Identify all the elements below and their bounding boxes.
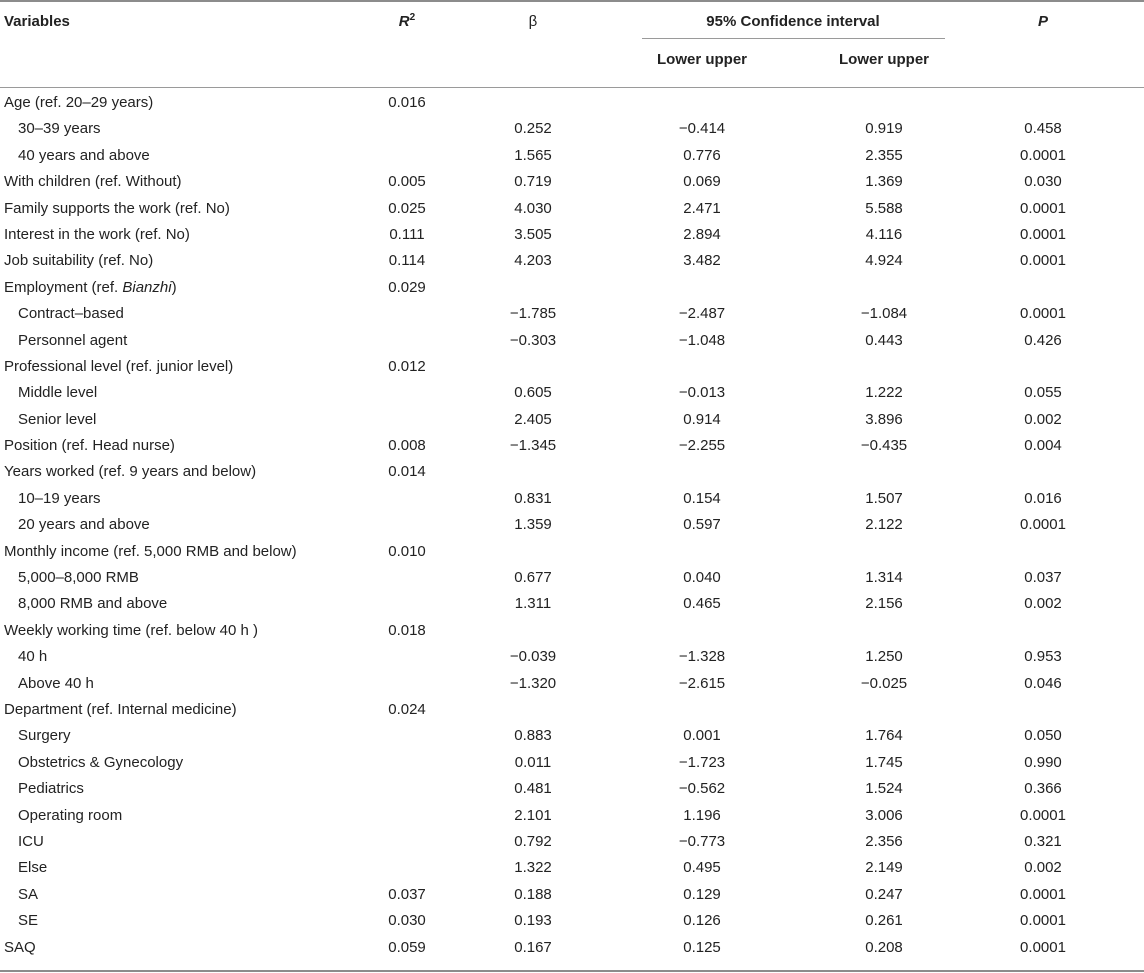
cell-beta: 4.030 [514, 199, 552, 217]
variable-label: Pediatrics [18, 780, 84, 798]
cell-p-value: 0.0001 [1020, 516, 1066, 534]
table-row [0, 697, 1144, 723]
cell-variable [4, 358, 233, 376]
table-row [0, 671, 1144, 697]
table-row [0, 328, 1144, 354]
cell-beta: −1.345 [509, 437, 557, 455]
cell-p-value: 0.055 [1024, 384, 1062, 402]
cell-p-value: 0.0001 [1020, 146, 1066, 164]
cell-ci-lower: 0.776 [683, 146, 721, 164]
variable-label: Position (ref. Head nurse) [4, 437, 175, 455]
variable-label: Professional level (ref. junior level) [4, 357, 234, 375]
cell-variable [18, 807, 122, 825]
cell-ci-lower: −2.255 [678, 437, 726, 455]
cell-ci-lower: 0.126 [683, 912, 721, 930]
header-beta: β [528, 13, 538, 30]
variable-label: SE [18, 912, 39, 930]
cell-ci-lower: 0.069 [683, 173, 721, 191]
table-row [0, 723, 1144, 749]
table-row [0, 882, 1144, 908]
cell-ci-upper: 2.122 [865, 516, 903, 534]
bottom-rule [0, 970, 1144, 972]
confidence-interval-rule [642, 38, 945, 39]
variable-label: SA [18, 885, 39, 903]
header-variables: Variables [4, 13, 70, 30]
variable-label: 30–39 years [18, 120, 101, 138]
header-r-base: R [398, 13, 410, 30]
table-row [0, 565, 1144, 591]
cell-r-squared: 0.012 [388, 357, 426, 375]
variable-label: Family supports the work (ref. No) [4, 199, 230, 217]
cell-beta: 0.011 [514, 753, 552, 771]
header-r-superscript: 2 [409, 12, 416, 23]
cell-beta: 0.252 [514, 120, 552, 138]
cell-ci-lower: 3.482 [683, 252, 721, 270]
header-p-value [1038, 13, 1048, 31]
variable-label: Monthly income (ref. 5,000 RMB and below) [4, 542, 297, 560]
table-row [0, 512, 1144, 538]
cell-variable [4, 543, 297, 561]
cell-p-value: 0.0001 [1020, 885, 1066, 903]
cell-variable [4, 437, 175, 455]
cell-beta: 3.505 [514, 225, 552, 243]
table-row [0, 935, 1144, 961]
cell-beta: 0.167 [514, 938, 552, 956]
cell-p-value: 0.002 [1024, 410, 1062, 428]
header-confidence-interval: 95% Confidence interval [706, 13, 880, 30]
variable-label: Employment (ref. [4, 278, 123, 296]
cell-p-value: 0.426 [1024, 331, 1062, 349]
cell-ci-upper: 2.156 [865, 595, 903, 613]
cell-ci-upper: 1.314 [865, 569, 903, 587]
table-row [0, 407, 1144, 433]
cell-variable [18, 120, 101, 138]
table-row [0, 591, 1144, 617]
cell-variable [4, 252, 153, 270]
cell-ci-lower: 0.001 [683, 727, 721, 745]
cell-variable [18, 648, 47, 666]
cell-variable [4, 94, 153, 112]
table-row [0, 143, 1144, 169]
cell-ci-lower: −2.487 [678, 305, 726, 323]
cell-p-value: 0.0001 [1020, 912, 1066, 930]
cell-ci-lower: −1.328 [678, 648, 726, 666]
variable-label: Senior level [18, 410, 97, 428]
variable-label: 20 years and above [18, 516, 150, 534]
variable-label-tail: ) [171, 278, 177, 296]
variable-label: Years worked (ref. 9 years and below) [4, 463, 257, 481]
variable-label: 10–19 years [18, 489, 101, 507]
cell-ci-upper: 4.116 [865, 225, 903, 243]
cell-p-value: 0.037 [1024, 569, 1062, 587]
variable-label: Else [18, 859, 48, 877]
cell-variable [18, 305, 124, 323]
cell-ci-upper: 5.588 [865, 199, 903, 217]
header-p-label: P [1037, 13, 1049, 30]
cell-r-squared: 0.008 [388, 437, 426, 455]
variable-label: Age (ref. 20–29 years) [4, 94, 154, 111]
cell-p-value: 0.050 [1024, 727, 1062, 745]
cell-beta: 1.565 [514, 146, 552, 164]
table-row [0, 90, 1144, 116]
cell-ci-lower: 1.196 [683, 806, 721, 824]
cell-r-squared: 0.114 [388, 252, 426, 270]
cell-beta: 1.359 [514, 516, 552, 534]
cell-p-value: 0.990 [1024, 753, 1062, 771]
cell-ci-lower: −0.414 [678, 120, 726, 138]
cell-beta: 2.405 [514, 410, 552, 428]
cell-p-value: 0.002 [1024, 859, 1062, 877]
cell-ci-upper: 2.355 [865, 146, 903, 164]
cell-beta: 4.203 [514, 252, 552, 270]
cell-variable [18, 675, 94, 693]
cell-ci-lower: 0.154 [683, 489, 721, 507]
cell-ci-upper: 3.896 [865, 410, 903, 428]
cell-ci-upper: 1.745 [865, 753, 903, 771]
table-row [0, 486, 1144, 512]
cell-beta: 0.605 [514, 384, 552, 402]
cell-p-value: 0.0001 [1020, 305, 1066, 323]
cell-beta: 0.193 [514, 912, 552, 930]
cell-ci-upper: 1.369 [865, 173, 903, 191]
cell-p-value: 0.0001 [1020, 938, 1066, 956]
table-row [0, 380, 1144, 406]
cell-variable [4, 701, 237, 719]
cell-beta: 1.311 [514, 595, 552, 613]
cell-variable [18, 886, 38, 904]
cell-r-squared: 0.030 [388, 912, 426, 930]
cell-beta: −0.303 [509, 331, 557, 349]
variable-label: 8,000 RMB and above [18, 595, 168, 613]
cell-ci-upper: 0.443 [865, 331, 903, 349]
header-ci-lower: Lower upper [656, 51, 748, 68]
table-row [0, 433, 1144, 459]
cell-ci-upper: 0.247 [865, 885, 903, 903]
cell-r-squared: 0.037 [388, 885, 426, 903]
cell-ci-lower: 0.129 [683, 885, 721, 903]
cell-variable [18, 411, 96, 429]
cell-ci-upper: 0.919 [865, 120, 903, 138]
cell-r-squared: 0.018 [388, 621, 426, 639]
variable-label: Job suitability (ref. No) [4, 252, 154, 270]
variable-label: Contract–based [18, 305, 124, 323]
cell-beta: 2.101 [514, 806, 552, 824]
table-row [0, 618, 1144, 644]
cell-ci-lower: −2.615 [678, 674, 726, 692]
variable-label: 40 years and above [18, 146, 150, 164]
cell-beta: 0.677 [514, 569, 552, 587]
cell-p-value: 0.0001 [1020, 199, 1066, 217]
variable-label: SAQ [4, 938, 36, 956]
variable-label: Personnel agent [18, 331, 128, 349]
variable-label: Obstetrics & Gynecology [18, 753, 184, 771]
cell-ci-lower: 0.040 [683, 569, 721, 587]
cell-ci-upper: −0.435 [860, 437, 908, 455]
cell-variable [18, 780, 84, 798]
cell-r-squared: 0.016 [388, 94, 426, 111]
table-row [0, 908, 1144, 934]
cell-beta: 1.322 [514, 859, 552, 877]
cell-p-value: 0.046 [1024, 674, 1062, 692]
cell-variable [4, 200, 230, 218]
cell-beta: −1.785 [509, 305, 557, 323]
table-row [0, 459, 1144, 485]
cell-ci-upper: −0.025 [860, 674, 908, 692]
cell-ci-lower: −0.773 [678, 832, 726, 850]
table-row [0, 301, 1144, 327]
cell-variable [18, 912, 38, 930]
table-body [0, 90, 1144, 961]
table-row [0, 354, 1144, 380]
cell-variable [18, 490, 101, 508]
cell-r-squared: 0.010 [388, 542, 426, 560]
cell-variable [18, 516, 150, 534]
cell-beta: 0.481 [514, 780, 552, 798]
cell-variable [18, 833, 44, 851]
cell-variable [18, 384, 97, 402]
cell-variable [4, 939, 36, 957]
cell-ci-upper: 2.356 [865, 832, 903, 850]
cell-variable [4, 173, 182, 191]
cell-variable [18, 859, 47, 877]
cell-p-value: 0.0001 [1020, 225, 1066, 243]
cell-ci-upper: −1.084 [860, 305, 908, 323]
cell-ci-upper: 1.222 [865, 384, 903, 402]
cell-r-squared: 0.014 [388, 463, 426, 481]
cell-ci-lower: 0.597 [683, 516, 721, 534]
cell-ci-upper: 1.250 [865, 648, 903, 666]
cell-ci-lower: −1.048 [678, 331, 726, 349]
cell-ci-upper: 2.149 [865, 859, 903, 877]
cell-beta: 0.719 [514, 173, 552, 191]
cell-beta: −0.039 [509, 648, 557, 666]
variable-label: Above 40 h [18, 674, 94, 692]
table-row [0, 116, 1144, 142]
variable-label: Weekly working time (ref. below 40 h ) [4, 621, 258, 639]
cell-variable [18, 595, 167, 613]
cell-variable [18, 754, 183, 772]
cell-ci-lower: −1.723 [678, 753, 726, 771]
table-row [0, 169, 1144, 195]
variable-label: Department (ref. Internal medicine) [4, 700, 237, 718]
cell-ci-lower: 2.894 [683, 225, 721, 243]
cell-beta: 0.188 [514, 885, 552, 903]
cell-p-value: 0.953 [1024, 648, 1062, 666]
cell-r-squared: 0.029 [388, 278, 426, 296]
table-row [0, 196, 1144, 222]
cell-p-value: 0.0001 [1020, 806, 1066, 824]
variable-label: Interest in the work (ref. No) [4, 225, 190, 243]
variable-label: 5,000–8,000 RMB [18, 569, 139, 587]
cell-variable [4, 226, 190, 244]
cell-ci-upper: 3.006 [865, 806, 903, 824]
cell-p-value: 0.458 [1024, 120, 1062, 138]
cell-ci-upper: 4.924 [865, 252, 903, 270]
variable-label: Middle level [18, 384, 98, 402]
cell-ci-lower: 2.471 [683, 199, 721, 217]
table-row [0, 275, 1144, 301]
cell-p-value: 0.366 [1024, 780, 1062, 798]
cell-p-value: 0.0001 [1020, 252, 1066, 270]
cell-ci-lower: −0.562 [678, 780, 726, 798]
cell-p-value: 0.002 [1024, 595, 1062, 613]
cell-beta: −1.320 [509, 674, 557, 692]
variable-label: With children (ref. Without) [4, 173, 182, 191]
header-ci-upper: Lower upper [838, 51, 930, 68]
cell-ci-lower: −0.013 [678, 384, 726, 402]
table-row [0, 644, 1144, 670]
cell-ci-upper: 0.261 [865, 912, 903, 930]
cell-variable [18, 569, 139, 587]
table-row [0, 803, 1144, 829]
variable-label-italic: Bianzhi [122, 278, 172, 296]
cell-variable [18, 332, 127, 350]
cell-beta: 0.792 [514, 832, 552, 850]
table-row [0, 855, 1144, 881]
cell-ci-upper: 1.507 [865, 489, 903, 507]
cell-beta: 0.883 [514, 727, 552, 745]
table-row [0, 776, 1144, 802]
cell-ci-upper: 1.524 [865, 780, 903, 798]
cell-r-squared: 0.024 [388, 700, 426, 718]
cell-r-squared: 0.111 [389, 225, 425, 243]
cell-variable [18, 727, 71, 745]
cell-r-squared: 0.059 [388, 938, 426, 956]
variable-label: Operating room [18, 806, 123, 824]
header-r-squared [399, 13, 415, 31]
variable-label: 40 h [18, 648, 48, 666]
cell-r-squared: 0.005 [388, 173, 426, 191]
table-row [0, 222, 1144, 248]
cell-variable [4, 463, 256, 481]
cell-ci-upper: 1.764 [865, 727, 903, 745]
table-row [0, 829, 1144, 855]
cell-ci-lower: 0.465 [683, 595, 721, 613]
cell-variable [18, 147, 150, 165]
top-rule [0, 0, 1144, 2]
variable-label: Surgery [18, 727, 71, 745]
cell-ci-lower: 0.914 [683, 410, 721, 428]
cell-ci-upper: 0.208 [865, 938, 903, 956]
header-rule [0, 87, 1144, 88]
cell-ci-lower: 0.495 [683, 859, 721, 877]
table-row [0, 248, 1144, 274]
cell-p-value: 0.321 [1024, 832, 1062, 850]
cell-variable [4, 279, 177, 297]
table-row [0, 539, 1144, 565]
cell-variable [4, 622, 258, 640]
cell-r-squared: 0.025 [388, 199, 426, 217]
variable-label: ICU [18, 832, 44, 850]
cell-ci-lower: 0.125 [683, 938, 721, 956]
table-row [0, 750, 1144, 776]
cell-p-value: 0.030 [1024, 173, 1062, 191]
cell-beta: 0.831 [514, 489, 552, 507]
cell-p-value: 0.016 [1024, 489, 1062, 507]
cell-p-value: 0.004 [1024, 437, 1062, 455]
